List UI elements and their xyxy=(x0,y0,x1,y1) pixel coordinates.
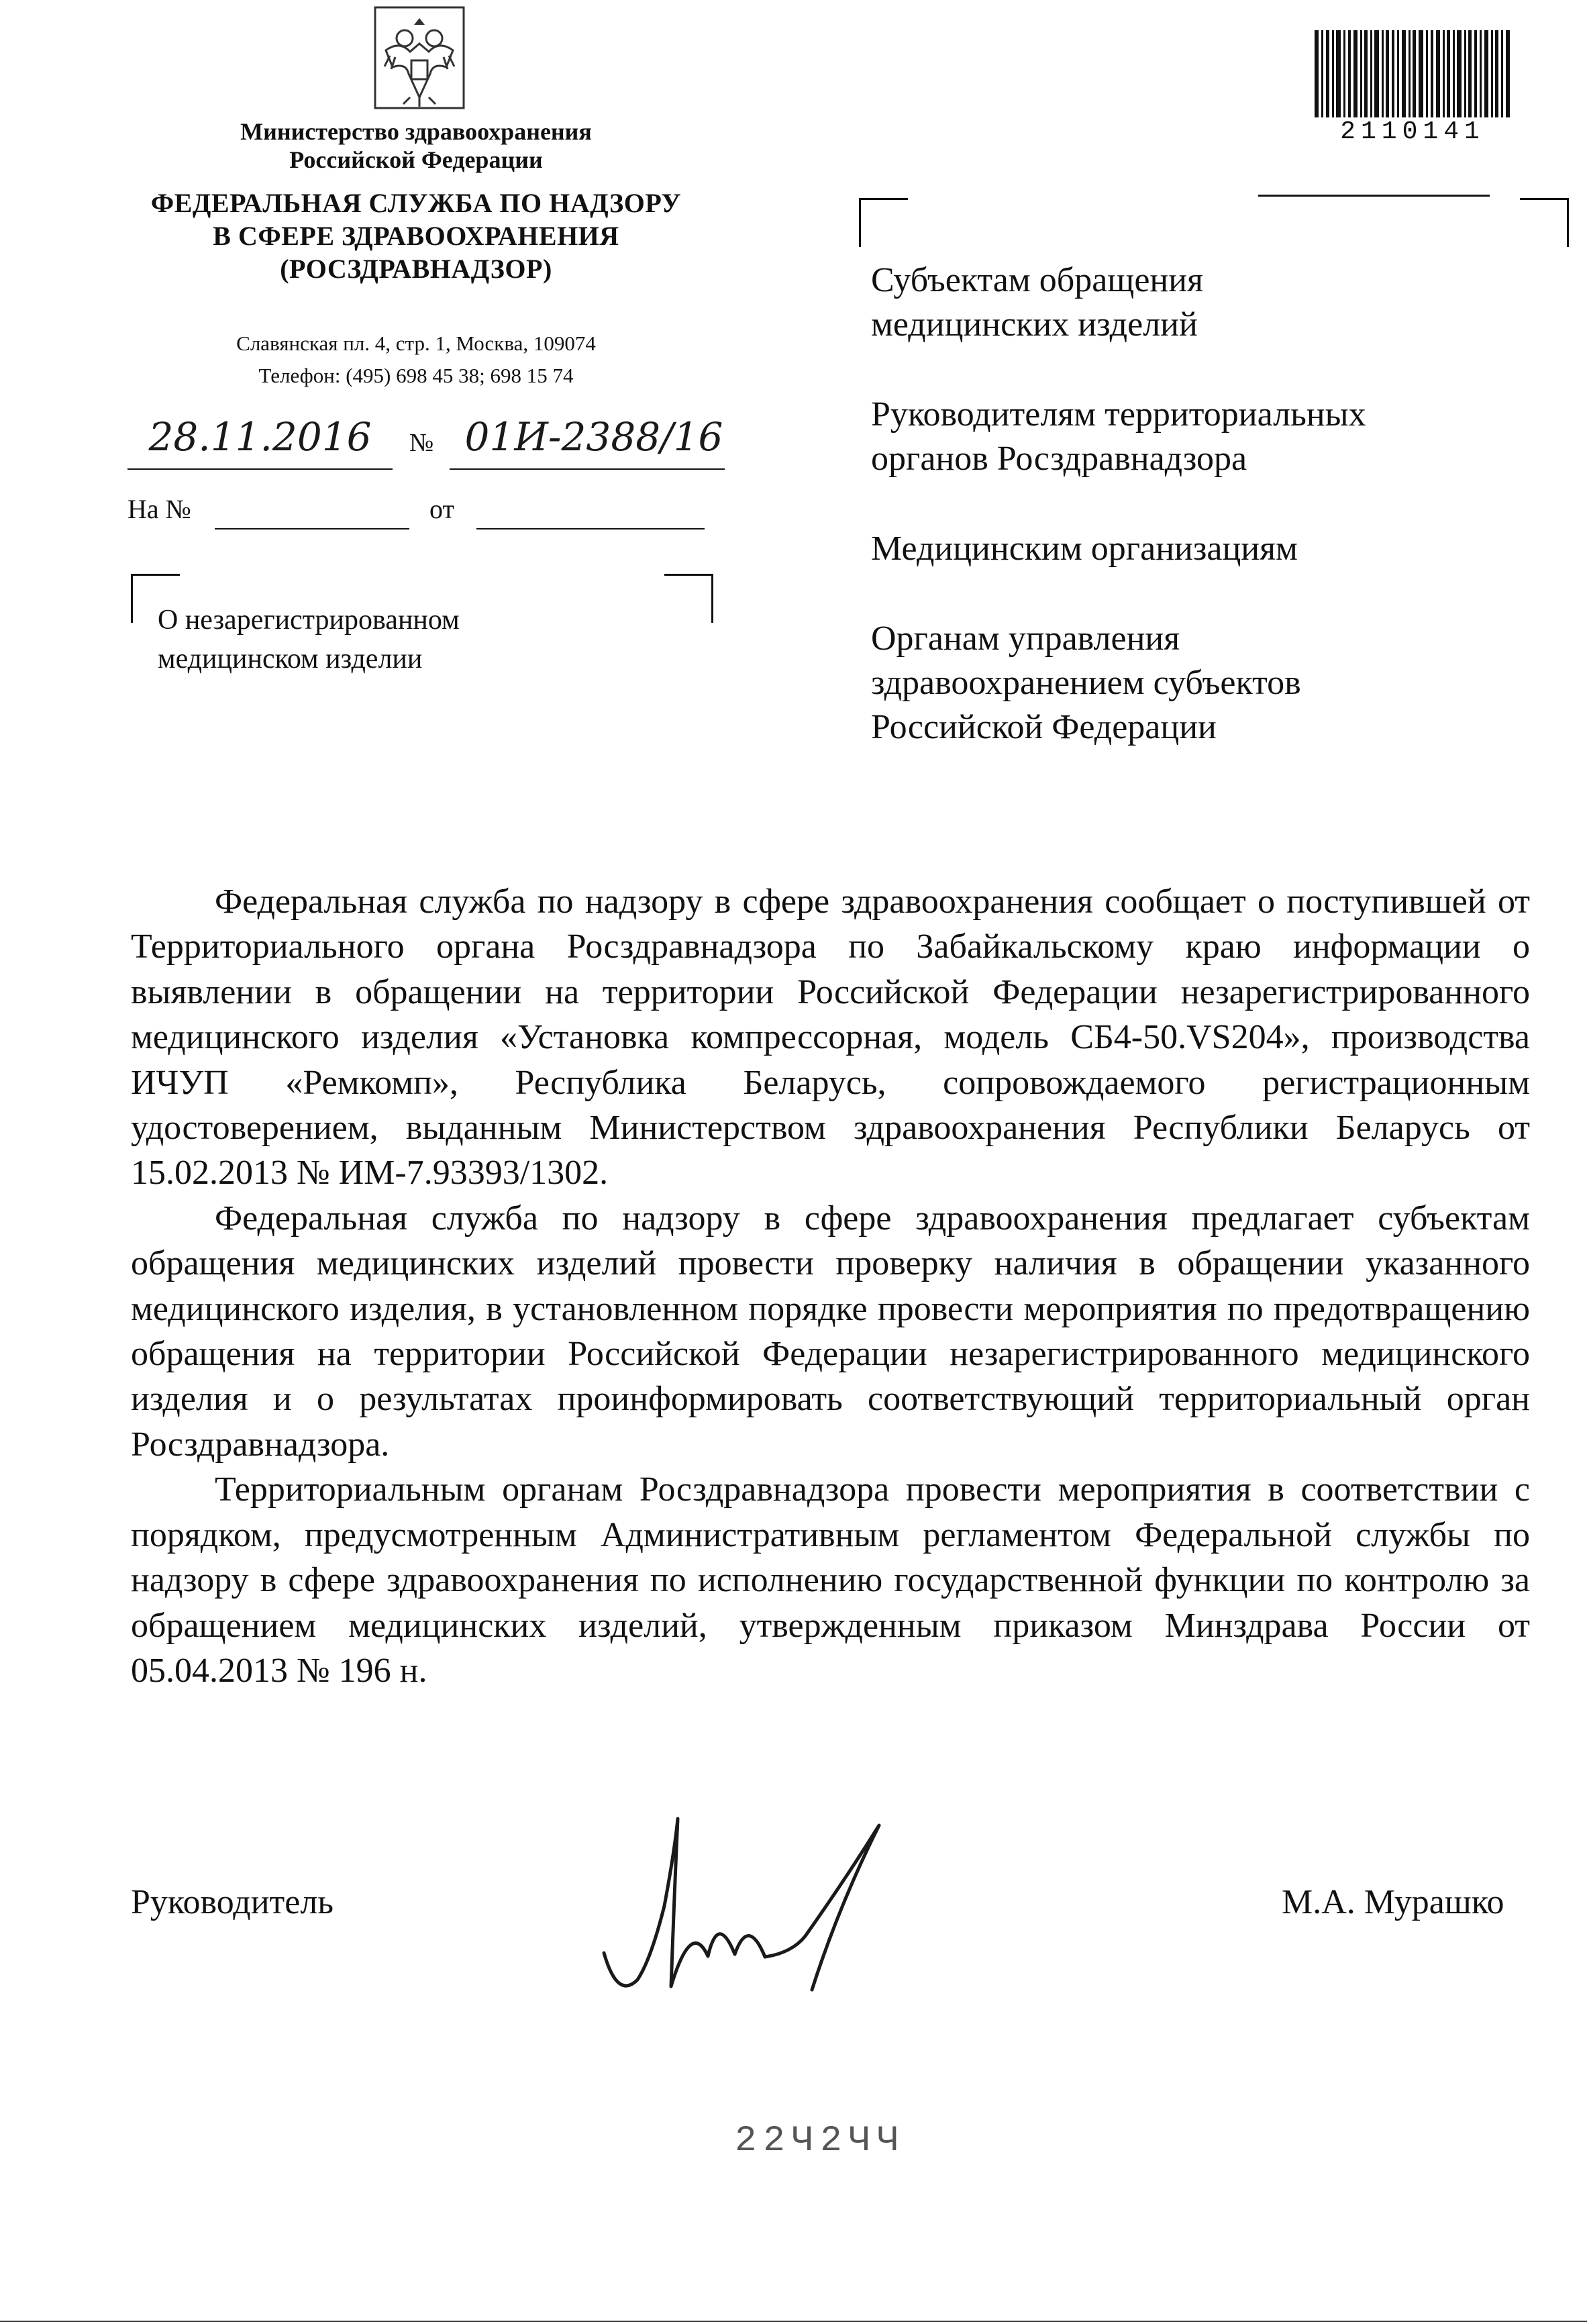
addressee-line: Органам управления xyxy=(871,619,1180,658)
addressee-line: Руководителям территориальных xyxy=(871,395,1366,434)
addressee-bracket-right xyxy=(1520,198,1569,247)
ministry-line: Министерство здравоохранения xyxy=(240,118,592,145)
addressee-bracket-left xyxy=(859,198,908,247)
addressee-item xyxy=(871,527,1508,571)
reference-number-line xyxy=(215,528,409,529)
number-label: № xyxy=(409,429,434,457)
subject-line: О незарегистрированном xyxy=(158,605,460,636)
barcode-number: 2110141 xyxy=(1340,117,1485,146)
ministry-line: Российской Федерации xyxy=(289,146,543,173)
registration-number: 01И-2388/16 xyxy=(464,414,723,460)
incoming-stamp: 22Ч2ЧЧ xyxy=(735,2121,906,2162)
letter-body xyxy=(131,879,1530,1693)
service-line: (РОСЗДРАВНАДЗОР) xyxy=(280,254,552,284)
page-bottom-rule xyxy=(0,2321,1587,2322)
addressee-rule xyxy=(1258,195,1490,197)
service-name xyxy=(114,187,718,285)
addressee-line: здравоохранением субъектов xyxy=(871,664,1301,702)
reference-number-label: На № xyxy=(127,494,191,524)
addressee-line: Субъектам обращения xyxy=(871,261,1203,299)
addressee-block xyxy=(871,258,1508,795)
ministry-name xyxy=(195,117,637,174)
addressee-item xyxy=(871,617,1508,750)
reference-row xyxy=(127,493,718,534)
addressee-item xyxy=(871,258,1508,347)
registration-row xyxy=(127,409,772,473)
body-paragraph: Федеральная служба по надзору в сфере здравоохранения предлагает субъектам обращения медицинских изделий провести проверку наличия в обращении указанного медицинского изделия, в установленном порядке провести мероприятия по предотвращению обращения на территории Российской Федерации незарегистрированного медицинского изделия и о результатах проинформировать соответствующий территориальный орган Росздравнадзора. xyxy=(131,1199,1530,1464)
barcode xyxy=(1312,30,1513,128)
handwritten-signature xyxy=(591,1799,966,2020)
addressee-line: Медицинским организациям xyxy=(871,529,1298,568)
addressee-line: органов Росздравнадзора xyxy=(871,440,1247,478)
service-line: В СФЕРЕ ЗДРАВООХРАНЕНИЯ xyxy=(213,221,619,251)
coat-of-arms-icon xyxy=(366,3,473,111)
subject xyxy=(158,601,627,678)
body-paragraph: Территориальным органам Росздравнадзора провести мероприятия в соответствии с порядком, предусмотренным Административным регламентом Федеральной службы по надзору в сфере здравоохранения по исполнению государственной функции по контролю за обращением медицинских изделий, утвержденным приказом Минздрава России от 05.04.2013 № 196 н. xyxy=(131,1470,1530,1690)
body-paragraph: Федеральная служба по надзору в сфере здравоохранения сообщает о поступившей от Территориального органа Росздравнадзора по Забайкальскому краю информации о выявлении в обращении на территории Российской Федерации незарегистрированного медицинского изделия «Установка компрессорная, модель СБ4-50.VS204», производства ИЧУП «Ремкомп», Республика Беларусь, сопровождаемого регистрационным удостоверением, выданным Министерством здравоохранения Республики Беларусь от 15.02.2013 № ИМ-7.93393/1302. xyxy=(131,882,1530,1193)
number-underline xyxy=(450,468,725,470)
signatory-title: Руководитель xyxy=(131,1883,334,1921)
reference-date-label: от xyxy=(429,494,454,524)
registration-date: 28.11.2016 xyxy=(148,414,372,460)
service-line: ФЕДЕРАЛЬНАЯ СЛУЖБА ПО НАДЗОРУ xyxy=(150,188,682,218)
address-line: Славянская пл. 4, стр. 1, Москва, 109074 xyxy=(236,332,596,355)
addressee-line: Российской Федерации xyxy=(871,708,1217,746)
subject-bracket-right xyxy=(664,574,713,623)
service-address xyxy=(134,327,698,392)
date-underline xyxy=(127,468,393,470)
subject-line: медицинском изделии xyxy=(158,644,423,674)
reference-date-line xyxy=(476,528,705,529)
address-line: Телефон: (495) 698 45 38; 698 15 74 xyxy=(258,364,574,387)
signatory-name: М.А. Мурашко xyxy=(1282,1883,1504,1921)
addressee-line: медицинских изделий xyxy=(871,305,1198,344)
addressee-item xyxy=(871,393,1508,481)
